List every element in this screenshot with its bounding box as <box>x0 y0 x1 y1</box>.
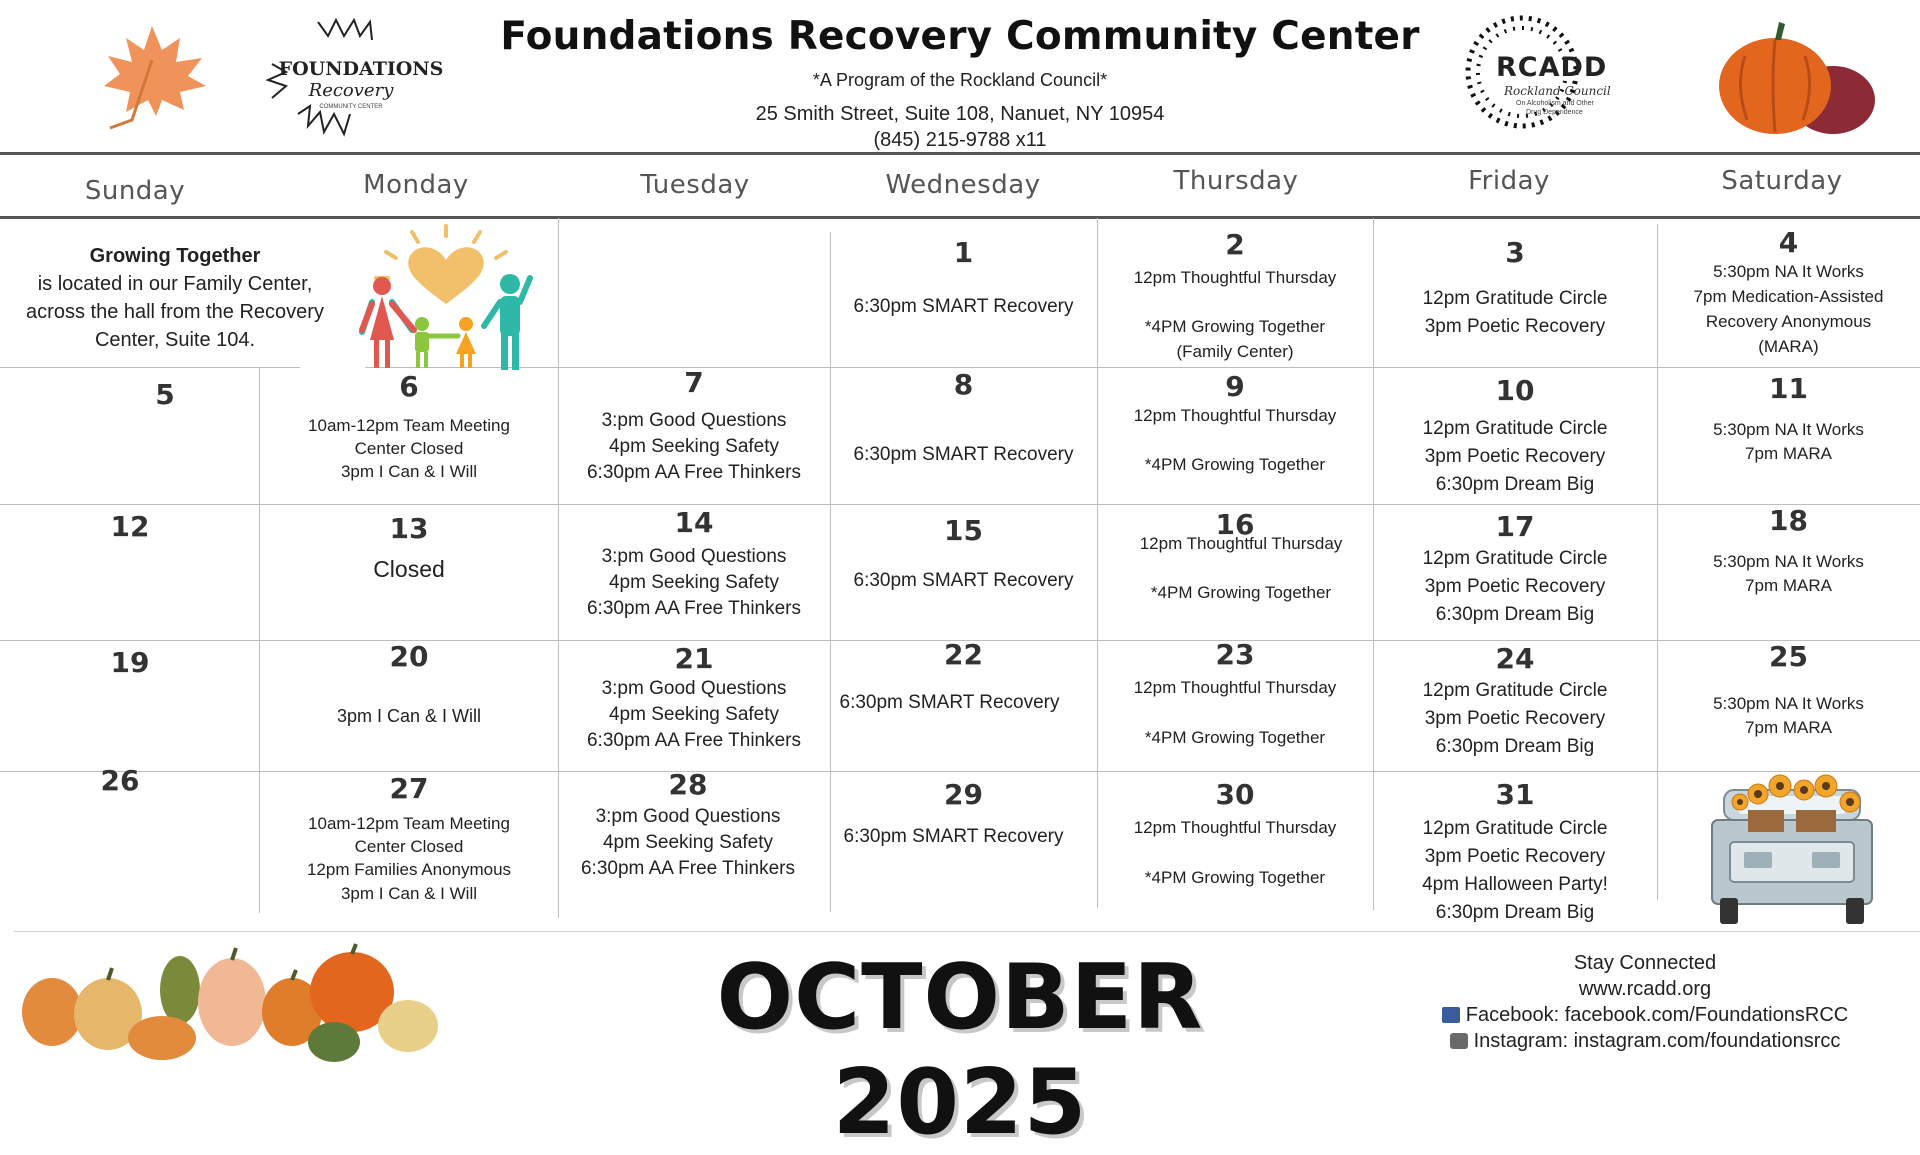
event: 6:30pm Dream Big <box>1435 736 1595 757</box>
event: 12pm Thoughtful Thursday <box>1133 406 1337 425</box>
rcadd-subtitle: Rockland Council <box>1504 84 1611 98</box>
day-number: 20 <box>389 640 429 673</box>
event: 3pm Poetic Recovery <box>1424 576 1606 597</box>
event-bold: 10am-12pm Team Meeting <box>308 416 510 435</box>
day-cell-5 <box>100 372 230 502</box>
day-cell-17 <box>1373 510 1657 640</box>
day-number: 4 <box>1778 226 1799 259</box>
facebook-link[interactable]: Facebook: facebook.com/FoundationsRCC <box>1465 1004 1849 1026</box>
rcadd-wordmark: RCADD <box>1496 52 1608 83</box>
day-cell-23 <box>1097 638 1373 770</box>
day-number: 2 <box>1225 228 1245 261</box>
day-wednesday: Wednesday <box>885 170 1041 200</box>
stay-connected <box>1400 950 1890 1054</box>
event: 6:30pm AA Free Thinkers <box>586 598 802 619</box>
event: 12pm Thoughtful Thursday <box>1133 818 1337 837</box>
day-cell-22 <box>830 638 1097 770</box>
event: 4pm Seeking Safety <box>608 572 780 593</box>
event: 6:30pm Dream Big <box>1435 902 1595 923</box>
day-cell-4 <box>1657 224 1920 368</box>
day-number: 6 <box>399 370 419 403</box>
connect-title: Stay Connected <box>1573 952 1717 974</box>
day-cell-19 <box>60 646 200 770</box>
event: 12pm Thoughtful Thursday <box>1133 268 1337 287</box>
tagline: *A Program of the Rockland Council* <box>812 70 1108 90</box>
day-number: 12 <box>110 510 150 543</box>
event: 4pm Halloween Party! <box>1422 874 1608 895</box>
day-number: 23 <box>1215 638 1255 671</box>
event-bold: 10am-12pm Team Meeting <box>308 814 510 833</box>
event: 5:30pm NA It Works <box>1713 262 1864 281</box>
day-number: 9 <box>1225 370 1245 403</box>
event: 6:30pm SMART Recovery <box>839 692 1060 713</box>
day-number: 15 <box>944 514 983 547</box>
event: 7pm MARA <box>1745 718 1832 737</box>
event: 5:30pm NA It Works <box>1713 694 1864 713</box>
day-cell-11 <box>1657 372 1920 504</box>
facebook-icon <box>1442 1007 1460 1023</box>
day-cell-28 <box>552 768 824 908</box>
day-number: 24 <box>1495 642 1535 675</box>
rcadd-logo <box>1460 10 1630 135</box>
event: 3pm Poetic Recovery <box>1424 708 1606 729</box>
maple-leaf-icon <box>92 20 212 132</box>
day-cell-29 <box>830 778 1097 908</box>
pumpkin-row-icon <box>12 942 444 1062</box>
day-cell-10 <box>1373 374 1657 504</box>
day-thursday: Thursday <box>1173 166 1299 196</box>
event: 12pm Gratitude Circle <box>1422 548 1608 569</box>
day-number: 27 <box>389 772 429 805</box>
day-cell-30 <box>1097 778 1373 908</box>
event: 6:30pm AA Free Thinkers <box>580 858 796 879</box>
event-bold: Center Closed <box>354 837 464 856</box>
event: Closed <box>373 556 445 582</box>
logo-line2: Recovery <box>308 80 394 101</box>
address: 25 Smith Street, Suite 108, Nanuet, NY 10954 <box>755 103 1165 125</box>
event: 6:30pm AA Free Thinkers <box>586 730 802 751</box>
day-number: 17 <box>1495 510 1535 543</box>
day-cell-2 <box>1097 224 1373 368</box>
instagram-link[interactable]: Instagram: instagram.com/foundationsrcc <box>1473 1030 1841 1052</box>
family-heart-icon <box>352 222 540 376</box>
event: (MARA) <box>1758 337 1819 356</box>
day-number: 10 <box>1495 374 1535 407</box>
day-cell-25 <box>1657 640 1920 770</box>
event: 12pm Thoughtful Thursday <box>1133 678 1337 697</box>
day-cell-1 <box>830 232 1097 362</box>
day-number: 7 <box>684 366 704 399</box>
day-cell-20 <box>260 640 558 770</box>
day-number: 18 <box>1769 504 1808 537</box>
event: *4PM Growing Together <box>1144 868 1326 887</box>
day-number: 30 <box>1215 778 1255 811</box>
grid-top-border <box>0 216 1920 219</box>
event: 3:pm Good Questions <box>601 546 787 567</box>
day-cell-27 <box>260 772 558 912</box>
day-number: 5 <box>155 378 175 411</box>
event: 6:30pm Dream Big <box>1435 604 1595 625</box>
month-title: OCTOBER 2025 <box>716 945 1204 1155</box>
event: 3pm Poetic Recovery <box>1424 316 1606 337</box>
phone: (845) 215-9788 x11 <box>873 129 1047 151</box>
day-number: 3 <box>1505 236 1525 269</box>
event: *4PM Growing Together <box>1144 455 1326 474</box>
event: 5:30pm NA It Works <box>1713 552 1864 571</box>
event: 12pm Gratitude Circle <box>1422 418 1608 439</box>
event: 3pm Poetic Recovery <box>1424 446 1606 467</box>
growing-together-title: Growing Together <box>89 245 261 267</box>
day-number: 21 <box>674 642 714 675</box>
event: 6:30pm AA Free Thinkers <box>586 462 802 483</box>
facebook-row[interactable] <box>1400 1002 1890 1028</box>
event: 3:pm Good Questions <box>601 678 787 699</box>
day-cell-9 <box>1097 370 1373 504</box>
day-number: 26 <box>100 764 140 797</box>
event: 6:30pm SMART Recovery <box>853 444 1074 465</box>
rcadd-line3: On Alcoholism and Other <box>1516 100 1594 107</box>
day-cell-31 <box>1373 778 1657 928</box>
day-cell-8 <box>830 368 1097 504</box>
day-saturday: Saturday <box>1721 166 1843 196</box>
event-bold: Center Closed <box>354 439 464 458</box>
day-number: 13 <box>389 512 429 545</box>
event: *4PM Growing Together <box>1144 728 1326 747</box>
event: 12pm Gratitude Circle <box>1422 680 1608 701</box>
event: 7pm MARA <box>1745 576 1832 595</box>
event: 12pm Gratitude Circle <box>1422 818 1608 839</box>
day-number: 22 <box>944 638 983 671</box>
event: 5:30pm NA It Works <box>1713 420 1864 439</box>
day-number: 16 <box>1215 508 1255 541</box>
event: 4pm Seeking Safety <box>608 436 780 457</box>
day-number: 19 <box>110 646 150 679</box>
event: *4PM Growing Together <box>1144 317 1326 336</box>
event: 12pm Thoughtful Thursday <box>1139 534 1343 553</box>
org-title: Foundations Recovery Community Center <box>500 14 1420 59</box>
event: 6:30pm Dream Big <box>1435 474 1595 495</box>
day-number: 8 <box>953 368 974 401</box>
logo-line3: COMMUNITY CENTER <box>319 104 383 110</box>
event: (Family Center) <box>1176 342 1294 361</box>
growing-together-note <box>10 242 340 354</box>
event: 6:30pm SMART Recovery <box>843 826 1064 847</box>
day-cell-24 <box>1373 642 1657 770</box>
website-link[interactable]: www.rcadd.org <box>1578 978 1712 1000</box>
event: *4PM Growing Together <box>1150 583 1332 602</box>
day-cell-3 <box>1373 232 1657 362</box>
day-sunday: Sunday <box>84 176 186 206</box>
event: 12pm Gratitude Circle <box>1422 288 1608 309</box>
day-friday: Friday <box>1468 166 1550 196</box>
day-number: 25 <box>1769 640 1808 673</box>
day-cell-7 <box>558 366 830 504</box>
day-monday: Monday <box>363 170 469 200</box>
day-cell-18 <box>1657 504 1920 640</box>
growing-together-body: is located in our Family Center, across the hall from the Recovery Center, Suite 104. <box>26 273 324 351</box>
event: 3:pm Good Questions <box>601 410 787 431</box>
event: 3pm I Can & I Will <box>336 706 482 726</box>
event: 3pm Poetic Recovery <box>1424 846 1606 867</box>
day-cell-14 <box>558 506 830 640</box>
day-tuesday: Tuesday <box>640 170 750 200</box>
event: 3pm I Can & I Will <box>340 884 478 903</box>
day-cell-26 <box>50 764 190 804</box>
day-number: 1 <box>953 236 974 269</box>
event: 4pm Seeking Safety <box>602 832 774 853</box>
header-divider <box>0 152 1920 155</box>
day-number: 14 <box>674 506 714 539</box>
day-cell-13 <box>260 510 558 640</box>
event: 3:pm Good Questions <box>595 806 781 827</box>
instagram-icon <box>1450 1033 1468 1049</box>
event: 6:30pm SMART Recovery <box>853 296 1074 317</box>
day-number: 11 <box>1769 372 1808 405</box>
event: 7pm MARA <box>1745 444 1832 463</box>
event: 4pm Seeking Safety <box>608 704 780 725</box>
logo-line1: FOUNDATIONS <box>278 58 444 80</box>
day-cell-21 <box>558 642 830 770</box>
day-cell-15 <box>830 514 1097 640</box>
instagram-row[interactable] <box>1400 1028 1890 1054</box>
day-cell-6 <box>260 370 558 504</box>
event: 12pm Families Anonymous <box>306 860 512 879</box>
day-number: 31 <box>1495 778 1535 811</box>
event: Recovery Anonymous <box>1705 312 1872 331</box>
rcadd-line4: Drug Dependence <box>1526 109 1583 116</box>
event: 3pm I Can & I Will <box>340 462 478 481</box>
day-number: 28 <box>668 768 708 801</box>
event: 6:30pm SMART Recovery <box>853 570 1074 591</box>
header <box>0 0 1920 153</box>
truck-sunflowers-icon <box>1704 772 1880 926</box>
day-cell-12 <box>60 510 200 640</box>
pumpkin-icon <box>1705 16 1885 136</box>
day-cell-16 <box>1097 508 1373 640</box>
day-number: 29 <box>944 778 983 811</box>
event: 7pm Medication-Assisted <box>1693 287 1884 306</box>
